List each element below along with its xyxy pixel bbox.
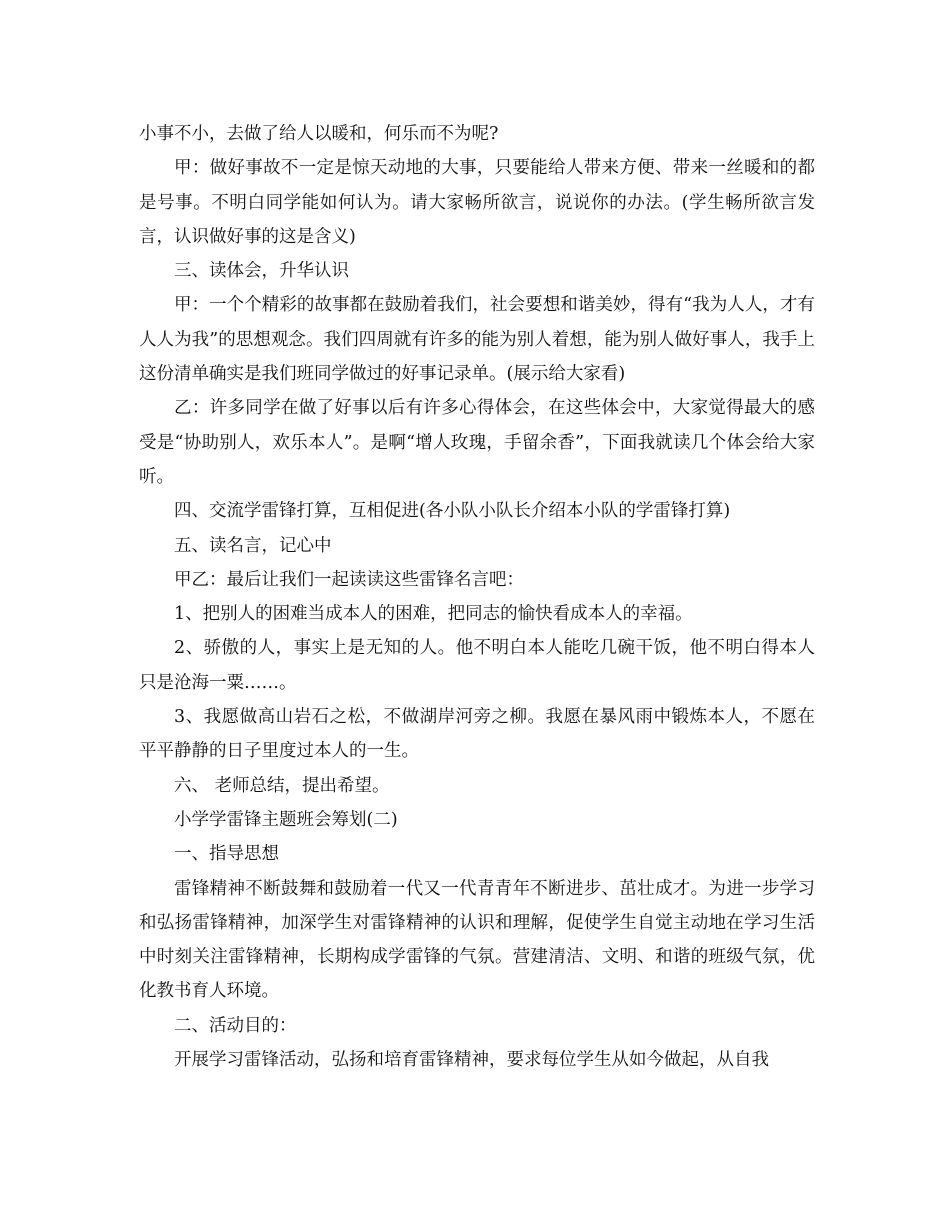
- document-body: [139, 117, 815, 1077]
- section-heading-4: 四、交流学雷锋打算，互相促进(各小队小队长介绍本小队的学雷锋打算): [174, 501, 731, 522]
- section-heading-purpose: 二、活动目的：: [174, 1015, 297, 1036]
- quote-item-3: 3、我愿做高山岩石之松，不做湖岸河旁之柳。我愿在暴风雨中锻炼本人，不愿在平平静静的日子里度过本人的一生。: [139, 707, 815, 762]
- paragraph-1: 甲：做好事故不一定是惊天动地的大事，只要能给人带来方便、带来一丝暖和的都是号事。不明白同学能如何认为。请大家畅所欲言，说说你的办法。(学生畅所欲言发言，认识做好事的这是含义): [139, 158, 815, 247]
- paragraph-7: 甲乙：最后让我们一起读读这些雷锋名言吧：: [174, 569, 524, 590]
- section-heading-5: 五、读名言，记心中: [174, 535, 332, 556]
- section-heading-guiding: 一、指导思想: [174, 844, 279, 865]
- section-heading-6: 六、 老师总结，提出希望。: [174, 775, 390, 796]
- paragraph-4: 乙：许多同学在做了好事以后有许多心得体会，在这些体会中，大家觉得最大的感受是“协助别人，欢乐本人”。是啊“增人玫瑰，手留余香”，下面我就读几个体会给大家听。: [139, 398, 815, 487]
- quote-item-1: 1、把别人的困难当成本人的困难，把同志的愉快看成本人的幸福。: [174, 604, 693, 625]
- document-subtitle: 小学学雷锋主题班会筹划(二): [174, 809, 398, 830]
- paragraph-16: 开展学习雷锋活动，弘扬和培育雷锋精神，要求每位学生从如今做起，从自我: [174, 1050, 769, 1071]
- quote-item-2: 2、骄傲的人，事实上是无知的人。他不明白本人能吃几碗干饭，他不明白得本人只是沧海一粟……。: [139, 638, 815, 693]
- section-heading-3: 三、读体会，升华认识: [174, 261, 349, 282]
- paragraph-14: 雷锋精神不断鼓舞和鼓励着一代又一代青青年不断进步、茁壮成才。为进一步学习和弘扬雷锋精神，加深学生对雷锋精神的认识和理解，促使学生自觉主动地在学习生活中时刻关注雷锋精神，长期构成学雷锋的气氛。营建清洁、文明、和谐的班级气氛，优化教书育人环境。: [139, 878, 815, 1002]
- paragraph-0: 小事不小，去做了给人以暖和，何乐而不为呢?: [139, 124, 499, 144]
- paragraph-3: 甲：一个个精彩的故事都在鼓励着我们，社会要想和谐美妙，得有“我为人人，才有人人为我”的思想观念。我们四周就有许多的能为别人着想，能为别人做好事人，我手上这份清单确实是我们班同学做过的好事记录单。(展示给大家看): [139, 295, 815, 385]
